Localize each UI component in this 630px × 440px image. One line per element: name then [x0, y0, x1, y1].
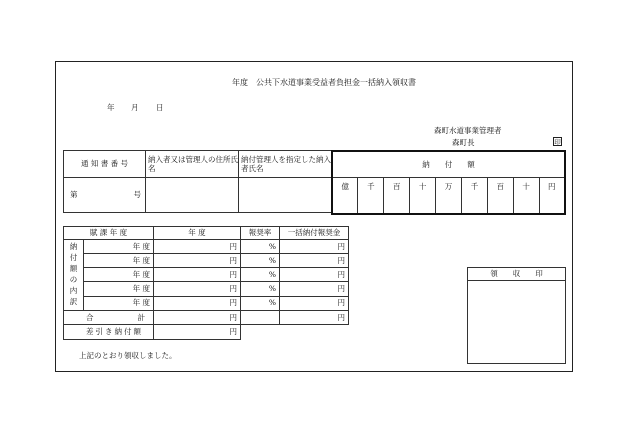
total-rate-blank: [241, 310, 280, 324]
amount-table: [331, 150, 566, 215]
net-label: 差引き納付額: [64, 324, 154, 339]
digit-hyaku-man: 百: [384, 177, 410, 214]
footer-note: 上記のとおり領収しました。: [79, 351, 177, 360]
amount-header: 納 付 額: [332, 151, 565, 177]
row-yen: 円: [154, 254, 241, 268]
breakdown-table: [63, 226, 349, 340]
row-yen: 円: [154, 268, 241, 282]
nendo-header: 年 度: [154, 227, 241, 240]
row-nendo: 年 度: [84, 296, 154, 310]
notice-no-header: 通 知 書 番 号: [64, 151, 146, 178]
digit-oku: 億: [332, 177, 358, 214]
date-day: 日: [156, 103, 164, 112]
digit-en: 円: [539, 177, 565, 214]
bonus-header: 一括納付報奨金: [280, 227, 349, 240]
row-yen: 円: [154, 240, 241, 254]
row-pct: %: [241, 296, 280, 310]
gou-label: 号: [133, 190, 141, 200]
receipt-stamp-box: [467, 267, 566, 364]
notice-table: [63, 150, 332, 213]
table-row: [64, 240, 349, 254]
row-bonus-yen: 円: [280, 240, 349, 254]
seal-box: 印: [554, 138, 561, 146]
digit-row: [332, 177, 565, 214]
total-yen: 円: [154, 310, 241, 324]
row-bonus-yen: 円: [280, 282, 349, 296]
row-yen: 円: [154, 296, 241, 310]
rate-header: 報奨率: [241, 227, 280, 240]
digit-sen: 千: [461, 177, 487, 214]
row-pct: %: [241, 240, 280, 254]
row-bonus-yen: 円: [280, 268, 349, 282]
digit-sen-man: 千: [358, 177, 384, 214]
digit-man: 万: [436, 177, 462, 214]
payer-cell: [146, 178, 239, 213]
total-bonus-yen: 円: [280, 310, 349, 324]
row-nendo: 年 度: [84, 254, 154, 268]
row-bonus-yen: 円: [280, 254, 349, 268]
breakdown-side-label: 納 付 額 の 内 訳: [64, 240, 84, 311]
row-bonus-yen: 円: [280, 296, 349, 310]
issuer-name: 森町長: [452, 138, 475, 147]
digit-hyaku: 百: [487, 177, 513, 214]
breakdown-header-row: [64, 227, 349, 240]
row-pct: %: [241, 282, 280, 296]
issuer-org: 森町水道事業管理者: [434, 126, 502, 135]
receipt-stamp-area: [468, 281, 566, 364]
receipt-stamp-header: 領 収 印: [468, 268, 566, 281]
row-pct: %: [241, 254, 280, 268]
payer-header: 納入者又は管理人の住所氏名: [146, 151, 239, 178]
row-nendo: 年 度: [84, 282, 154, 296]
digit-juu: 十: [513, 177, 539, 214]
row-yen: 円: [154, 282, 241, 296]
table-row: [64, 268, 349, 282]
notice-no-cell: [64, 178, 146, 213]
form-title: 年度 公共下水道事業受益者負担金一括納入領収書: [232, 78, 416, 87]
manager-cell: [239, 178, 332, 213]
table-row: [64, 254, 349, 268]
net-yen: 円: [154, 324, 241, 339]
manager-header: 納付管理人を指定した納入者氏名: [239, 151, 332, 178]
dai-label: 第: [70, 190, 78, 200]
table-row: [64, 282, 349, 296]
row-nendo: 年 度: [84, 240, 154, 254]
date-year: 年: [107, 103, 115, 112]
date-month: 月: [131, 103, 139, 112]
net-row: [64, 324, 349, 339]
total-label: 合 計: [64, 310, 154, 324]
table-row: [64, 296, 349, 310]
digit-juu-man: 十: [410, 177, 436, 214]
row-pct: %: [241, 268, 280, 282]
total-row: [64, 310, 349, 324]
row-nendo: 年 度: [84, 268, 154, 282]
assess-year-header: 賦 課 年 度: [64, 227, 154, 240]
